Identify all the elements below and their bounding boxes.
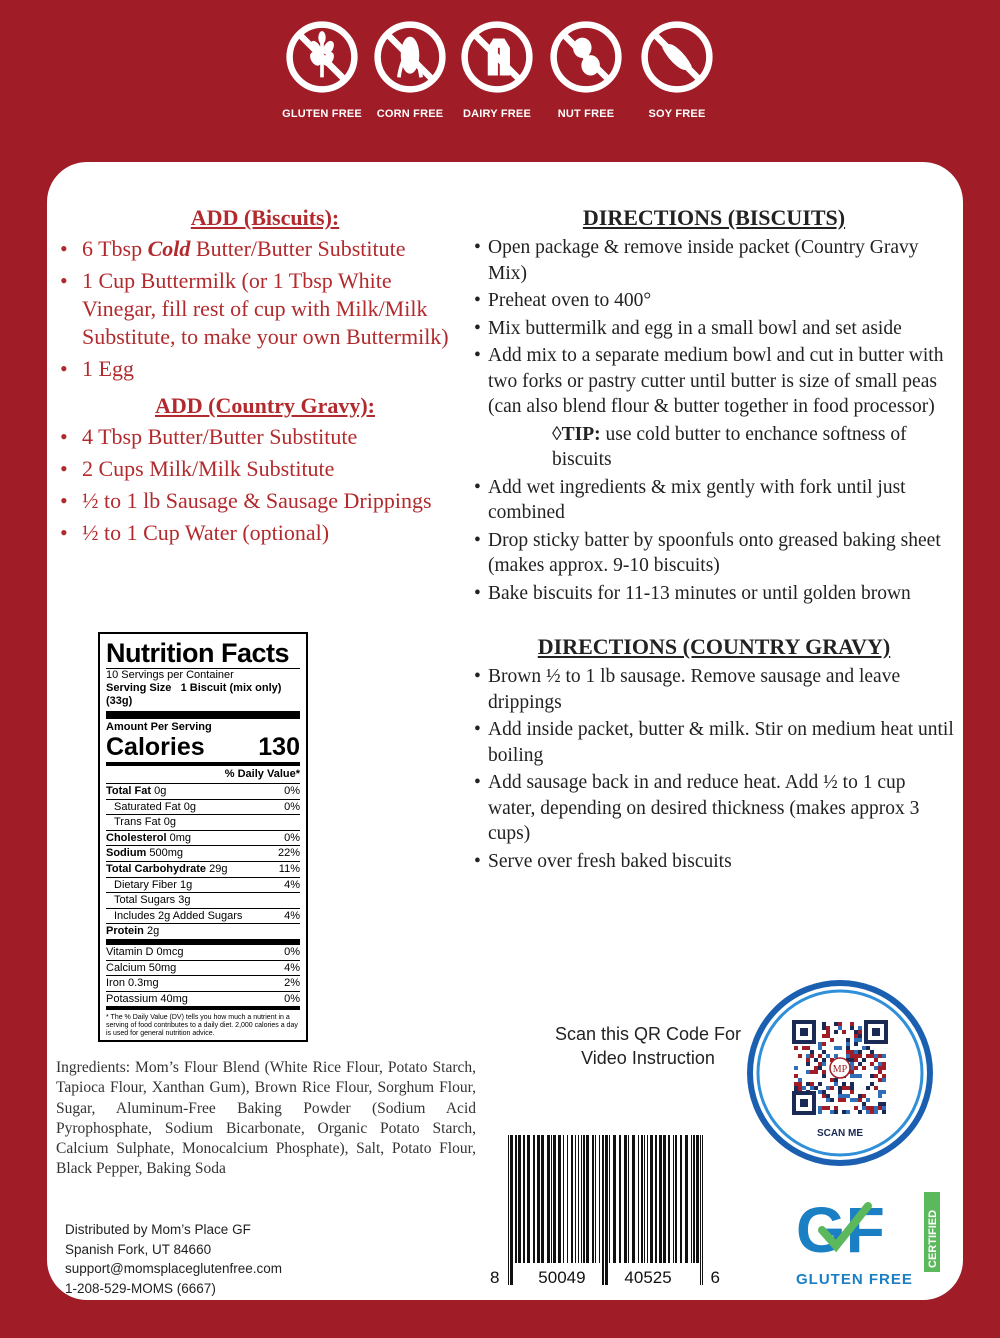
milk-carton-icon bbox=[460, 20, 534, 94]
nutrient-row: Sodium 500mg 22% bbox=[106, 847, 300, 860]
vitamin-row: Iron 0.3mg 2% bbox=[106, 977, 300, 990]
list-item: • 6 Tbsp Cold Butter/Butter Substitute bbox=[60, 235, 470, 263]
list-item: • 4 Tbsp Butter/Butter Substitute bbox=[60, 423, 470, 451]
directions-biscuits-list bbox=[474, 235, 954, 420]
distributor-address: Spanish Fork, UT 84660 bbox=[65, 1241, 212, 1257]
directions-biscuits-list-2 bbox=[474, 475, 954, 607]
gluten-free-badge bbox=[272, 20, 372, 120]
add-biscuits-list bbox=[60, 235, 470, 383]
add-gravy-list bbox=[60, 423, 470, 547]
list-item: • Preheat oven to 400° bbox=[474, 288, 954, 314]
corn-free-badge bbox=[360, 20, 460, 120]
distributor-info bbox=[65, 1220, 282, 1298]
gluten-free-certified-logo bbox=[792, 1190, 942, 1290]
soy-free-label: SOY FREE bbox=[648, 108, 706, 120]
directions-gravy-list bbox=[474, 664, 954, 874]
corn-icon bbox=[373, 20, 447, 94]
wheat-icon bbox=[285, 20, 359, 94]
dairy-free-label: DAIRY FREE bbox=[462, 108, 531, 120]
vitamin-row: Potassium 40mg 0% bbox=[106, 992, 300, 1005]
nutrient-rows bbox=[106, 783, 300, 939]
nutrition-footnote: * The % Daily Value (DV) tells you how much a nutrient in a serving of food contributes to a daily diet. 2,000 calories a day is used for general nutrition advice. bbox=[106, 1014, 298, 1038]
nutrient-row: Includes 2g Added Sugars 4% bbox=[106, 908, 300, 924]
qr-logo: MP bbox=[832, 1064, 848, 1075]
nutrient-row: Protein 2g bbox=[106, 923, 300, 939]
gluten-free-label: GLUTEN FREE bbox=[282, 108, 362, 120]
tip-label: ◊TIP: bbox=[552, 423, 601, 445]
gf-letters: GF bbox=[796, 1194, 885, 1266]
add-biscuits-title: ADD (Biscuits): bbox=[190, 205, 340, 230]
soy-free-badge bbox=[627, 20, 727, 120]
nutrient-row: Dietary Fiber 1g 4% bbox=[106, 877, 300, 893]
list-item: • ½ to 1 Cup Water (optional) bbox=[60, 519, 470, 547]
tip-text: use cold butter to enchance softness of biscuits bbox=[552, 423, 907, 470]
nutrition-facts-panel bbox=[98, 632, 308, 1042]
nutrient-row: Cholesterol 0mg 0% bbox=[106, 831, 300, 844]
nutrition-title: Nutrition Facts bbox=[106, 638, 290, 668]
add-section bbox=[60, 205, 470, 551]
list-item: • Brown ½ to 1 lb sausage. Remove sausage and leave drippings bbox=[474, 664, 954, 715]
nut-free-label: NUT FREE bbox=[557, 108, 615, 120]
vitamin-row: Calcium 50mg 4% bbox=[106, 961, 300, 974]
nutrient-row: Saturated Fat 0g 0% bbox=[106, 799, 300, 815]
list-item: • Mix buttermilk and egg in a small bowl and set aside bbox=[474, 316, 954, 342]
peanut-icon bbox=[549, 20, 623, 94]
nut-free-badge bbox=[536, 20, 636, 120]
directions-gravy-title: DIRECTIONS (COUNTRY GRAVY) bbox=[537, 634, 891, 659]
add-gravy-title: ADD (Country Gravy): bbox=[155, 393, 375, 418]
qr-caption: Scan this QR Code For Video Instruction bbox=[554, 1024, 742, 1068]
certified-label: CERTIFIED bbox=[927, 1209, 939, 1268]
dairy-free-badge bbox=[447, 20, 547, 120]
list-item: • ½ to 1 lb Sausage & Sausage Drippings bbox=[60, 487, 470, 515]
list-item: • Add inside packet, butter & milk. Stir on medium heat until boiling bbox=[474, 717, 954, 768]
list-item: • Serve over fresh baked biscuits bbox=[474, 849, 954, 875]
list-item: • Open package & remove inside packet (Country Gravy Mix) bbox=[474, 235, 954, 286]
gluten-free-badge-label: GLUTEN FREE bbox=[796, 1271, 913, 1288]
nutrient-row: Total Fat 0g 0% bbox=[106, 785, 300, 797]
list-item: • 1 Cup Buttermilk (or 1 Tbsp White Vinegar, fill rest of cup with Milk/Milk Substitute, to make your own Buttermilk) bbox=[60, 267, 470, 351]
serving-size: Serving Size 1 Biscuit (mix only) (33g) bbox=[106, 682, 282, 707]
corn-free-label: CORN FREE bbox=[376, 108, 444, 120]
tip-note bbox=[552, 422, 954, 473]
distributor-name: Distributed by Mom’s Place GF bbox=[65, 1222, 251, 1237]
servings-per-container: 10 Servings per Container bbox=[106, 669, 234, 681]
directions-section bbox=[474, 205, 954, 876]
list-item: • 2 Cups Milk/Milk Substitute bbox=[60, 455, 470, 483]
barcode-digits: 8 50049 40525 6 bbox=[490, 1268, 720, 1287]
list-item: • Add wet ingredients & mix gently with fork until just combined bbox=[474, 475, 954, 526]
nutrient-row: Trans Fat 0g bbox=[106, 814, 300, 830]
soybean-icon bbox=[640, 20, 714, 94]
support-phone: 1-208-529-MOMS (6667) bbox=[65, 1280, 216, 1296]
allergen-icons bbox=[0, 20, 1000, 140]
directions-biscuits-title: DIRECTIONS (BISCUITS) bbox=[582, 205, 846, 230]
list-item: • Add sausage back in and reduce heat. Add ½ to 1 cup water, depending on desired thickness (makes approx 3 cups) bbox=[474, 770, 954, 847]
amount-per-serving: Amount Per Serving bbox=[106, 721, 212, 733]
nutrient-row: Total Sugars 3g bbox=[106, 892, 300, 908]
daily-value-header: % Daily Value* bbox=[224, 768, 300, 780]
vitamin-row: Vitamin D 0mcg 0% bbox=[106, 945, 300, 958]
list-item: • 1 Egg bbox=[60, 355, 470, 383]
list-item: • Add mix to a separate medium bowl and cut in butter with two forks or pastry cutter until butter is size of small peas (can also blend flour & butter together in food processor) bbox=[474, 343, 954, 420]
calories-row: Calories 130 bbox=[106, 733, 300, 761]
list-item: • Drop sticky batter by spoonfuls onto greased baking sheet (makes approx. 9-10 biscuits) bbox=[474, 528, 954, 579]
ingredients-text: Ingredients: Mom’s Flour Blend (White Rice Flour, Potato Starch, Tapioca Flour, Xanthan Gum), Brown Rice Flour, Sorghum Flour, Sugar, Aluminum-Free Baking Powder (Sodium Acid Pyrophosphate, Sodium Bicarbonate, Organic Potato Starch, Calcium Sulphate, Monocalcium Phosphate), Salt, Potato Flour, Black Pepper, Baking Soda bbox=[56, 1059, 476, 1178]
qr-code[interactable] bbox=[745, 978, 935, 1168]
scan-me-label: SCAN ME bbox=[816, 1128, 864, 1139]
vitamin-rows bbox=[106, 945, 300, 1006]
support-email: support@momsplaceglutenfree.com bbox=[65, 1261, 283, 1276]
nutrient-row: Total Carbohydrate 29g 11% bbox=[106, 862, 300, 875]
list-item: • Bake biscuits for 11-13 minutes or until golden brown bbox=[474, 581, 954, 607]
